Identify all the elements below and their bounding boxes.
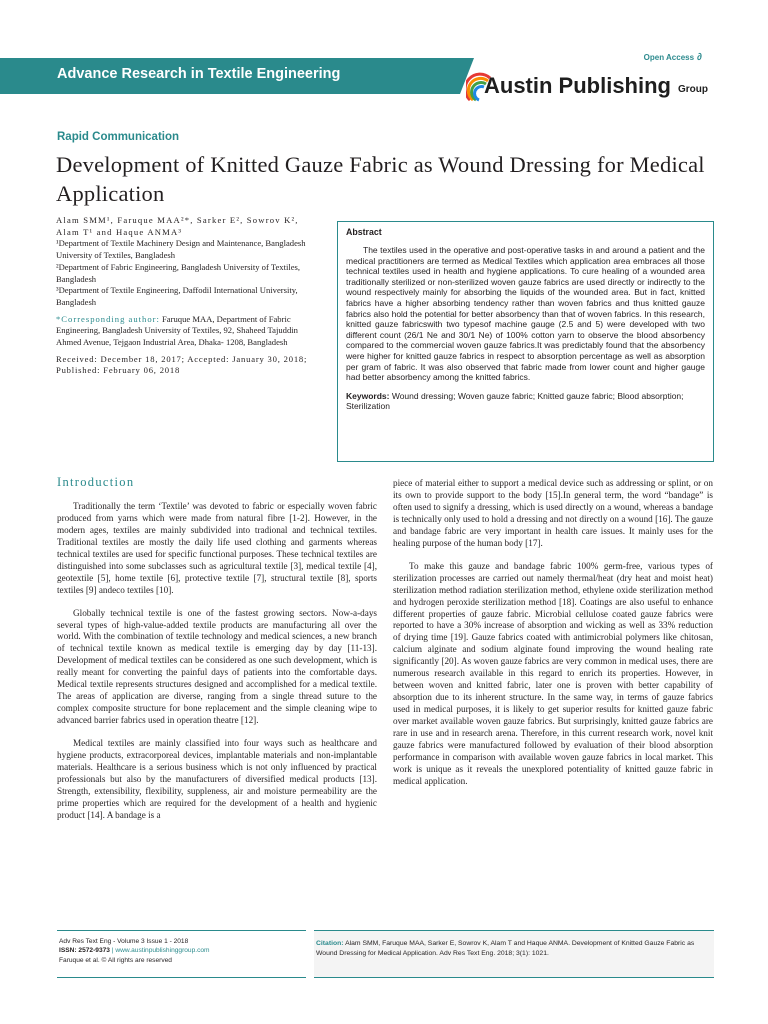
abstract-heading: Abstract bbox=[346, 227, 382, 237]
keywords-label: Keywords: bbox=[346, 390, 390, 401]
issn-line bbox=[59, 946, 304, 955]
publisher-logo bbox=[466, 70, 726, 104]
open-lock-icon: ∂ bbox=[697, 52, 702, 63]
citation-box bbox=[314, 930, 714, 978]
body-column-right bbox=[393, 478, 713, 799]
publisher-name: Austin Publishing bbox=[484, 73, 671, 98]
publisher-url[interactable]: www.austinpublishinggroup.com bbox=[115, 947, 210, 955]
journal-banner bbox=[0, 58, 460, 94]
body-column-left bbox=[57, 477, 377, 833]
author-info bbox=[56, 215, 324, 377]
corresponding-author bbox=[56, 314, 324, 349]
copyright: Faruque et al. © All rights are reserved bbox=[59, 956, 172, 964]
separator: | bbox=[111, 947, 114, 955]
affiliation-1: ¹Department of Textile Machinery Design and Maintenance, Bangladesh University of Textiles, Bangladesh bbox=[56, 238, 306, 261]
journal-volume: Adv Res Text Eng - Volume 3 Issue 1 - 2018 bbox=[59, 938, 189, 945]
abstract-box bbox=[337, 221, 714, 462]
affiliation-3: ³Department of Textile Engineering, Daffodil International University, Bangladesh bbox=[56, 285, 298, 307]
paragraph: To make this gauze and bandage fabric 100% germ-free, various types of sterilization processes are carried out namely thermal/heat (dry heat and moist heat) sterilization method radiation sterilization method, ethylene oxide sterilization method and hydrogen peroxide sterilization method [18]. Coatings are also useful to enhance different properties of gauze fabric. Microbial cellulose coated gauze fabrics were reported to have a 30% increase of absorption and wicking as well as 33% reduction of drying time [19]. Gauze fabrics coated with antimicrobial polymers like chitosan, calcium alginate and sodium alginate found improving the wound healing rate significantly [20]. As woven gauze fabrics are very common in medical uses, there are numerous research available in this regard to enrich its properties. However, in between woven and knitted fabric, later one is proven with better capability of absorption due to its inherent structure. In the same way, in terms of gauze fabrics used in medical purposes, it is likely to get superior results for knitted gauze fabric over market available woven gauze fabrics. But surprisingly, knitted gauze fabrics are rare in use and in research arena. Therefore, in this current research work, novel knit gauze fabrics were manufactured followed by evaluation of their blood absorption performance in comparison with available woven gauze fabrics in local market. This work is unique as it reveals the unexplored potentiality of knitted gauze fabric in medical application. bbox=[393, 560, 713, 786]
affiliation-2: ²Department of Fabric Engineering, Bangladesh University of Textiles, Bangladesh bbox=[56, 261, 301, 284]
corresponding-label: *Corresponding author: bbox=[56, 313, 160, 324]
paragraph: Traditionally the term ‘Textile’ was devoted to fabric or especially woven fabric produced from yarns which were made from natural fibre [1-2]. However, in the modern ages, textiles are mainly subdivided into tradional and technical textiles. Traditional textiles are mostly the daily life used clothing and garments whereas technical textiles are used for specific functional purposes. These technical textiles are distinguished into some subclasses such as agricultural textile [3], medical textile [4], geotextile [5], home textile [6], protective textile [7], structural textile [8], sports textiles [9] andeco textiles [10]. bbox=[57, 500, 377, 595]
journal-name: Advance Research in Textile Engineering bbox=[57, 66, 341, 82]
corresponding-text: Faruque MAA, Department of Fabric Engineering, Bangladesh University of Textiles, 92, Shaheed Tajuddin Ahmed Avenue, Tejgaon Industrial Area, Dhaka- 1208, Bangladesh bbox=[56, 313, 298, 348]
citation-label: Citation: bbox=[316, 940, 344, 947]
keywords-text: Wound dressing; Woven gauze fabric; Knitted gauze fabric; Blood absorption; Sterilization bbox=[346, 390, 684, 412]
paragraph: Medical textiles are mainly classified into four ways such as healthcare and hygiene products, extracorporeal devices, implantable materials and non-implantable materials. Healthcare is a serious business which is not only influenced by practical professionals but also by the manufacturers of diversified medical products [13]. Strength, extensibility, flexibility, suppleness, air and moisture permeability are the prime properties which are required for the development of a health and hygienic product [14]. A bandage is a bbox=[57, 738, 377, 820]
keywords bbox=[346, 391, 705, 412]
page-footer bbox=[57, 930, 714, 978]
article-type: Rapid Communication bbox=[57, 131, 180, 143]
citation-text: Alam SMM, Faruque MAA, Sarker E, Sowrov K, Alam T and Haque ANMA. Development of Knitted Gauze Fabric as Wound Dressing for Medical Application. Adv Res Text Eng. 2018; 3(1): 1021. bbox=[316, 940, 695, 957]
abstract-text: The textiles used in the operative and post-operative tasks in and around a patient and the medical practitioners are termed as Medical Textiles which application area embraces all those technical textiles used in health and hygiene applications. To cure healing of a wounded area traditionally sterilized or non-sterilized woven gauze fabrics are used directly or indirectly to the wound respectively mainly for absorbing the liquids of the wounded area. But in fact, knitted fabrics have a higher absorbing tendency rather than woven fabrics and thus knitted gauze fabrics also hold the potential for better absorbency than that of woven fabrics. In this research, knitted gauze fabricswith two typesof machine gauge (2.5 and 5) were developed with two different count (26/1 Ne and 30/1 Ne) of 100% cotton yarn to observe the blood absorbency compared to the commercial woven gauze fabrics.It was predictably found that the absorbency were higher for knitted gauze fabrics in respect to absorption percentage as well as absorption per gram of fabric. It was also observed that fabric made from lower count and higher gauge had better absorbency among the knitted fabrics. bbox=[346, 245, 705, 383]
publisher-group: Group bbox=[678, 84, 708, 95]
open-access-text: Open Access bbox=[643, 53, 695, 62]
issn: ISSN: 2572-9373 bbox=[59, 947, 110, 955]
introduction-heading: Introduction bbox=[57, 475, 135, 489]
article-title: Development of Knitted Gauze Fabric as Wound Dressing for Medical Application bbox=[56, 152, 705, 206]
author-names: Alam SMM¹, Faruque MAA²*, Sarker E², Sowrov K², Alam T¹ and Haque ANMA³ bbox=[56, 215, 299, 237]
open-access-label bbox=[644, 52, 702, 63]
paragraph: piece of material either to support a medical device such as addressing or splint, or on its own to provide support to the body [15].In general term, the word “bandage” is often used to signify a dressing, which is used directly on a wound, whereas a bandage is technically only used to hold a dressing and not directly on a wound [16]. The gauze and bandage fabric are very important in health care issues. It mainly uses for the healing purpose of the human body [17]. bbox=[393, 478, 713, 548]
paragraph: Globally technical textile is one of the fastest growing sectors. Now-a-days several types of high-value-added textile products are manufacturing all over the world. With the combination of textile technology and medical sciences, a new branch of technical textile known as medical textile is emerging day by day [11-13]. Development of medical textiles can be considered as one such development, which is really meant for converting the painful days of patients into the comfortable days. Medical textile represents structures designed and accomplished for a medical textile. The areas of application are diverse, ranging from a single thread suture to the complex composite structure for bone replacement and the simple cleaning wipe to advanced barrier fabrics used in operation theatre [12]. bbox=[57, 607, 377, 726]
article-dates: Received: December 18, 2017; Accepted: January 30, 2018; Published: February 06, 2018 bbox=[56, 353, 308, 376]
journal-info bbox=[57, 930, 306, 978]
